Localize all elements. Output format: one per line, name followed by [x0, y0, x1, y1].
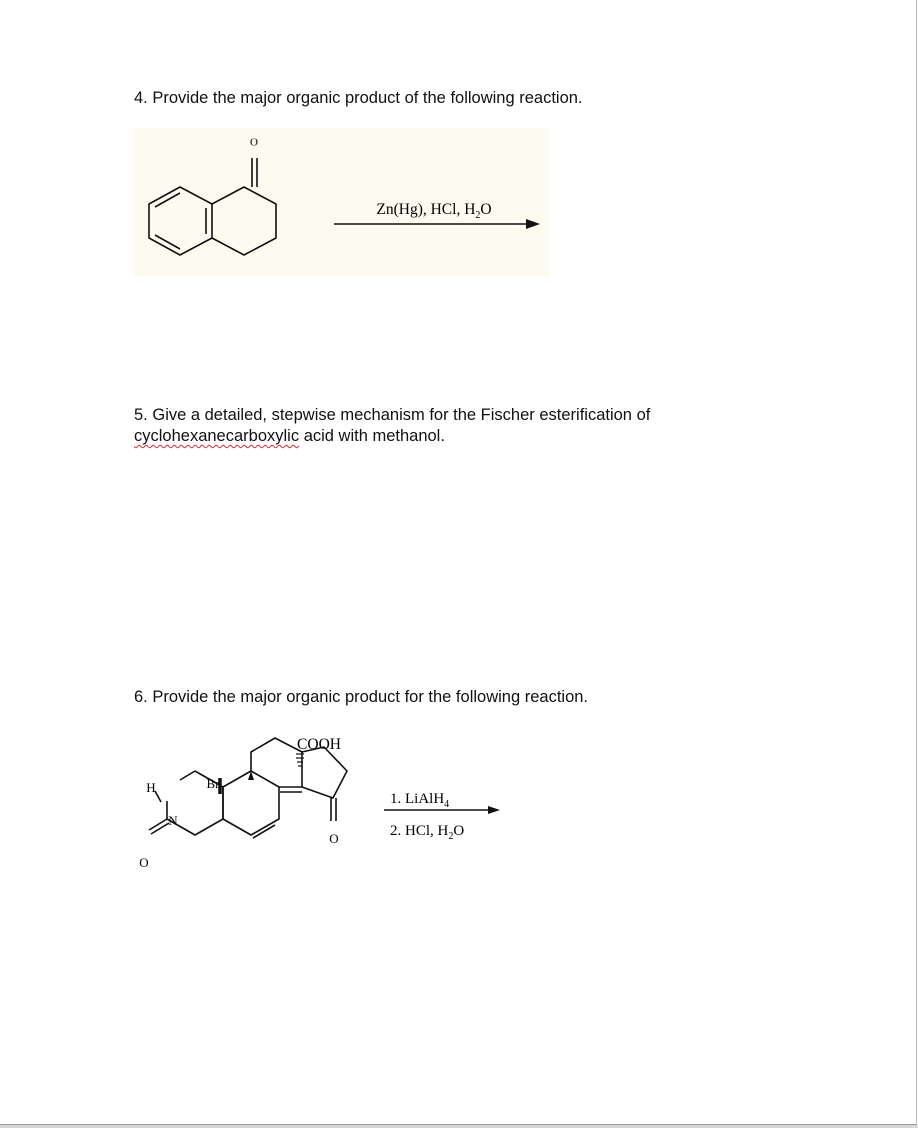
question-5: [134, 405, 774, 447]
br-label: Br: [206, 776, 220, 791]
question-5-text-after: acid with methanol.: [303, 427, 445, 445]
question-4-text: Provide the major organic product of the following reaction.: [152, 89, 583, 107]
question-4: [134, 88, 583, 109]
reaction-4-drawing: [134, 128, 550, 276]
question-4-number: 4.: [134, 89, 148, 107]
question-6-number: 6.: [134, 688, 148, 706]
n-label: N: [168, 813, 178, 828]
question-5-number: 5.: [134, 406, 148, 424]
step-1-reagent: [390, 791, 449, 810]
lactam-carbonyl-b: [151, 823, 169, 834]
ring-d: [302, 747, 347, 798]
reaction-scheme-6: [134, 730, 514, 880]
h-label: H: [146, 780, 156, 795]
ring-a-bond-to-n: [180, 771, 195, 780]
step-2-reagent: [390, 823, 464, 842]
misspelled-word[interactable]: cyclohexanecarboxylic: [134, 427, 300, 445]
cooh-label: COOH: [297, 736, 341, 753]
n-h-bond: [155, 791, 161, 802]
reaction-6-drawing: [134, 730, 514, 880]
reaction-scheme-4: [134, 128, 550, 276]
lactam-oxygen-label: O: [139, 855, 149, 870]
reagent-4-main: Zn(Hg), HCl, H: [376, 201, 476, 218]
step-2-end: O: [453, 823, 465, 839]
ring-b: [223, 771, 279, 835]
arrow-head-6: [488, 806, 500, 814]
step-1-sub: 4: [444, 799, 450, 810]
step-2-main: 2. HCl, H: [390, 823, 449, 839]
reagent-4-sub: 2: [475, 210, 481, 221]
question-5-text-before: Give a detailed, stepwise mechanism for the Fischer esterification of: [152, 406, 651, 424]
question-6: [134, 687, 588, 708]
reagent-4-end: O: [480, 201, 492, 218]
carbonyl-oxygen-label: O: [250, 136, 258, 149]
ketone-oxygen-label: O: [329, 831, 339, 846]
step-1-main: 1. LiAlH: [390, 791, 445, 807]
ring-c: [251, 738, 302, 787]
step-2-sub: 2: [448, 831, 454, 842]
question-6-text: Provide the major organic product for the following reaction.: [152, 688, 589, 706]
lactam-carbonyl-a: [149, 819, 167, 830]
